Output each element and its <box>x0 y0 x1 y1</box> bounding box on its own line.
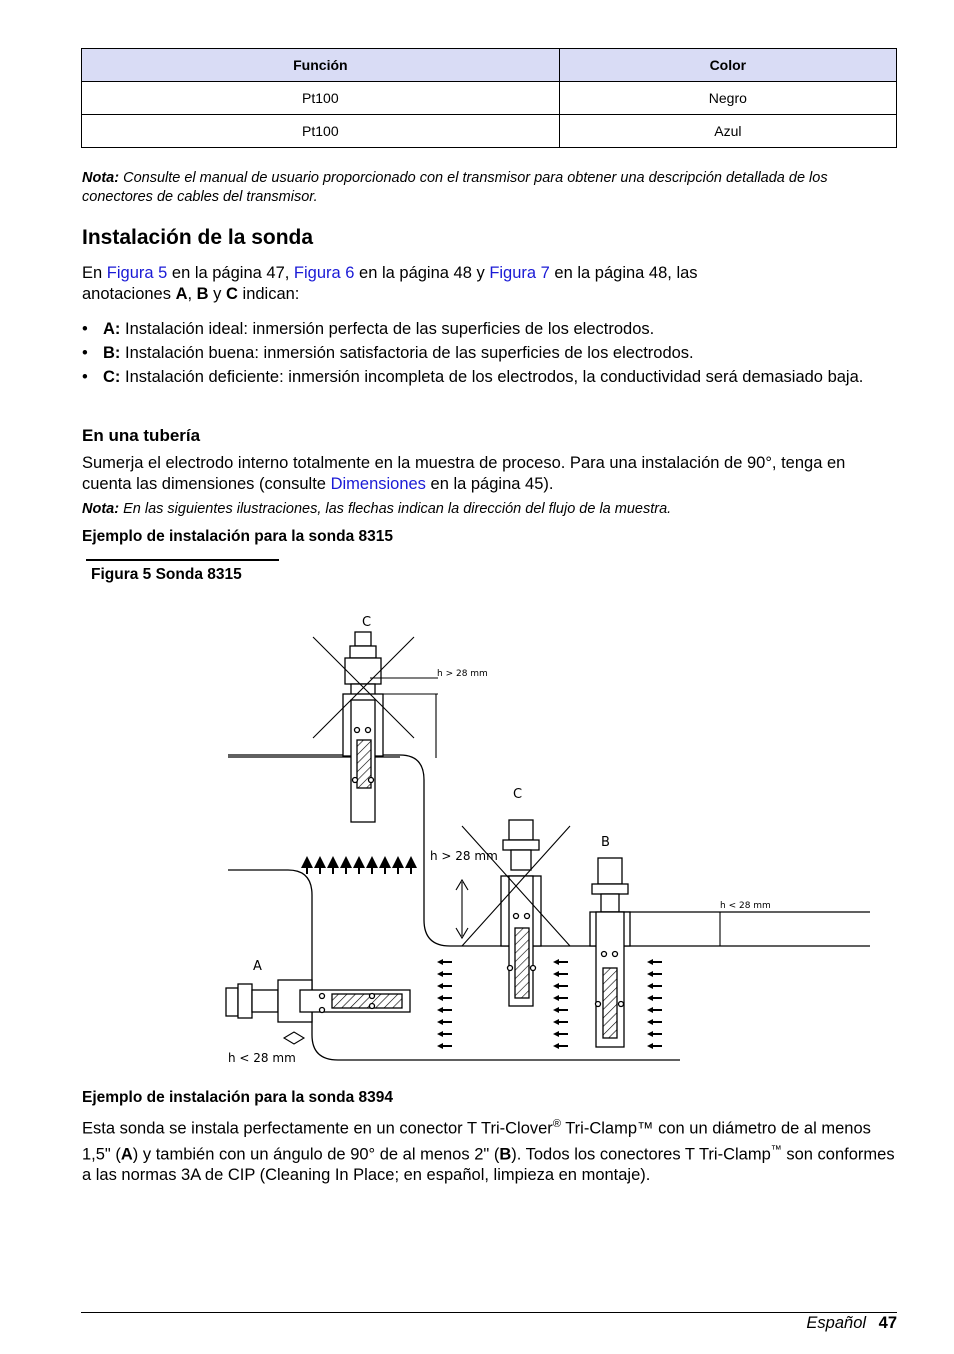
bullet-label: B: <box>103 344 121 362</box>
bullet-text: Instalación deficiente: inmersión incompleta de los electrodos, la conductividad será demasiado baja. <box>120 368 864 386</box>
flow-arrows-left <box>441 962 662 1046</box>
intro-text: en la página 48, las anotaciones <box>82 264 698 303</box>
intro-text: en la página 48 y <box>354 264 490 282</box>
table-cell: Pt100 <box>82 115 560 148</box>
annotation-b: B <box>196 285 209 303</box>
example-8394-paragraph <box>82 1114 898 1186</box>
intro-text: En <box>82 264 107 282</box>
note-text: Consulte el manual de usuario proporcionado con el transmisor para obtener una descripción detallada de los conectores de cables del transmisor. <box>82 170 828 205</box>
label-h-gt-big: h > 28 mm <box>430 849 498 863</box>
note-text: En las siguientes ilustraciones, las flechas indican la dirección del flujo de la muestra. <box>119 501 672 517</box>
footer-divider <box>81 1312 897 1313</box>
intro-text: y <box>208 285 227 303</box>
trademark-mark: ™ <box>770 1143 782 1156</box>
para-text: ). Todos los conectores T Tri-Clamp <box>511 1145 771 1163</box>
table-cell: Negro <box>559 82 896 115</box>
label-h-gt-small: h > 28 mm <box>437 669 488 679</box>
note-label: Nota: <box>82 170 120 186</box>
bullet-text: Instalación buena: inmersión satisfactoria de las superficies de los electrodos. <box>120 344 694 362</box>
example-8315-title: Ejemplo de instalación para la sonda 8315 <box>82 528 393 545</box>
link-figure-6[interactable]: Figura 6 <box>293 264 355 282</box>
probe-b <box>590 858 630 1047</box>
probe-a <box>226 980 410 1022</box>
footer-language: Español <box>806 1314 867 1332</box>
page-number: 47 <box>878 1314 897 1332</box>
table-header: Función <box>82 49 560 82</box>
link-figure-5[interactable]: Figura 5 <box>106 264 168 282</box>
label-h-lt-small: h < 28 mm <box>720 901 771 911</box>
annotation-c: C <box>226 285 238 303</box>
bullet-label: C: <box>103 368 121 386</box>
table-header: Color <box>559 49 896 82</box>
para-text: Esta sonda se instala perfectamente en un conector T Tri-Clover <box>82 1119 553 1138</box>
figure-caption: Figura 5 Sonda 8315 <box>86 559 279 584</box>
probe-c-top <box>343 632 383 822</box>
registered-mark: ® <box>552 1118 561 1130</box>
pipe-text: Sumerja el electrodo interno totalmente en la muestra de proceso. Para una instalación de 90°, tenga en cuenta las dimensiones (consulte <box>82 454 846 493</box>
table-cell: Pt100 <box>82 82 560 115</box>
link-figure-7[interactable]: Figura 7 <box>489 264 550 282</box>
para-text: son conformes a las normas 3A de CIP (Cleaning In Place; en español, limpieza en montaje). <box>82 1145 895 1184</box>
label-b: B <box>601 835 610 850</box>
para-text: ) y también con un ángulo de 90° de al menos 2" ( <box>132 1145 500 1163</box>
annotation-b: B <box>499 1145 512 1163</box>
intro-text: en la página 47, <box>167 264 294 282</box>
footer <box>806 1314 897 1333</box>
note-label: Nota: <box>82 501 120 517</box>
label-c-top: C <box>362 615 372 630</box>
section-title: Instalación de la sonda <box>82 226 314 249</box>
annotation-a: A <box>120 1145 133 1163</box>
para-text: Tri-Clamp™ con un diámetro de al menos 1,5" ( <box>82 1119 871 1163</box>
pipe-text: en la página 45). <box>425 475 554 493</box>
link-dimensiones[interactable]: Dimensiones <box>330 475 426 493</box>
label-a: A <box>253 959 262 974</box>
bullet-label: A: <box>103 320 121 338</box>
probe-c-middle <box>501 820 541 1006</box>
annotation-a: A <box>175 285 188 303</box>
label-c-middle: C <box>513 787 523 802</box>
bullet-text: Instalación ideal: inmersión perfecta de las superficies de los electrodos. <box>120 320 655 338</box>
intro-text: , <box>187 285 197 303</box>
intro-text: indican: <box>237 285 300 303</box>
label-h-lt-big: h < 28 mm <box>228 1051 296 1065</box>
example-8394-title: Ejemplo de instalación para la sonda 8394 <box>82 1089 393 1106</box>
flow-arrows-up <box>307 862 411 874</box>
table-cell: Azul <box>559 115 896 148</box>
subsection-title: En una tubería <box>82 426 201 445</box>
